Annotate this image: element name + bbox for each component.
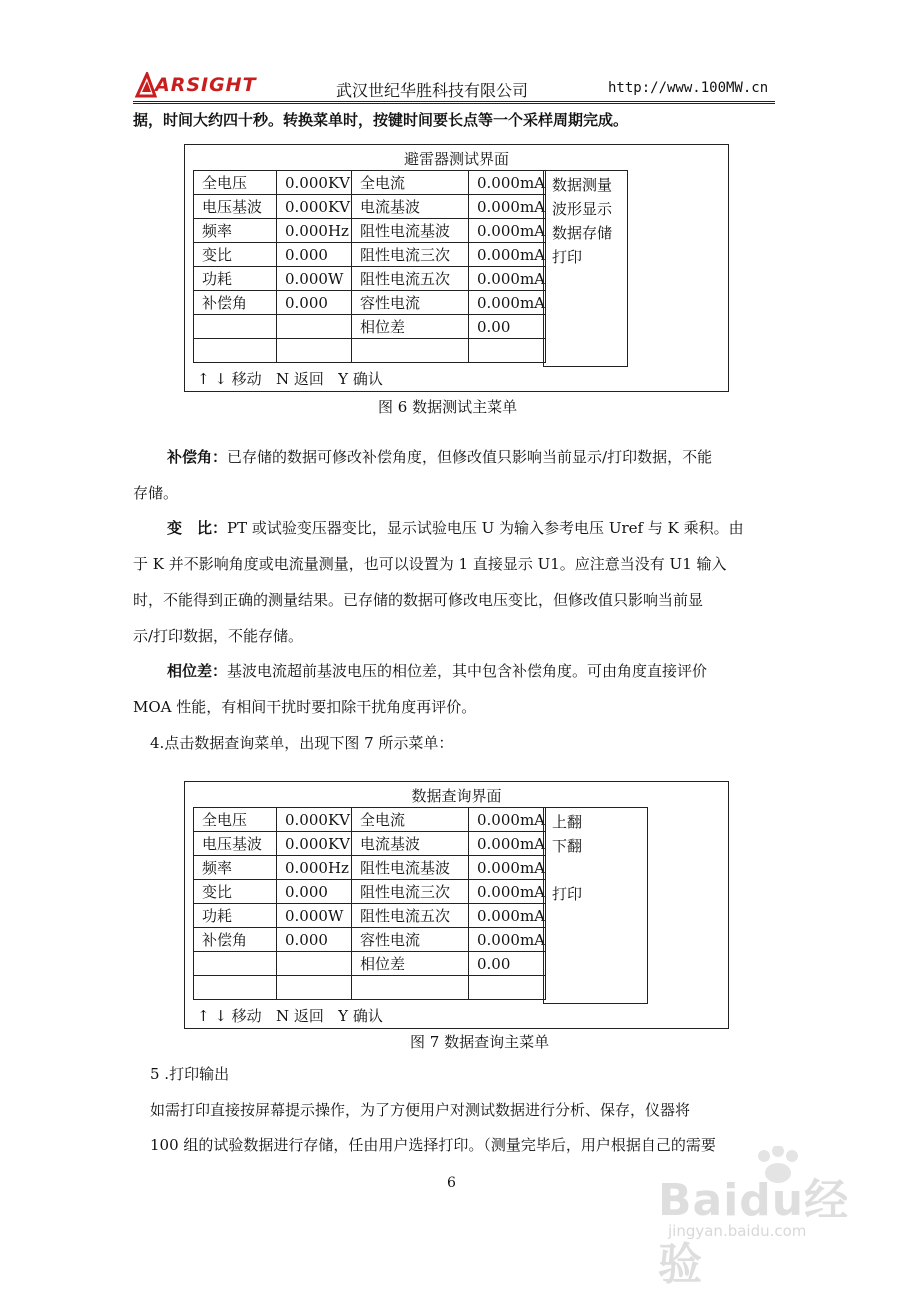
table-row <box>194 195 546 219</box>
panel-title: 避雷器测试界面 <box>403 150 509 168</box>
param-label-cell: 阻性电流三次 <box>352 880 469 904</box>
param-value-cell: 0.00 <box>469 952 546 976</box>
param-label-cell: 变比 <box>194 243 277 267</box>
query-data-table <box>193 807 546 1000</box>
param-value-cell: 0.000 <box>277 243 352 267</box>
table-row <box>194 219 546 243</box>
table-row <box>194 171 546 195</box>
company-url: http://www.100MW.cn <box>608 80 769 96</box>
company-name: 武汉世纪华胜科技有限公司 <box>336 81 529 100</box>
intro-line: 据，时间大约四十秒。转换菜单时，按键时间要长点等一个采样周期完成。 <box>133 111 629 129</box>
logo-mark-icon <box>135 72 157 98</box>
param-label-cell: 相位差 <box>352 952 469 976</box>
panel-title: 数据查询界面 <box>411 787 502 805</box>
menu-item-page-down[interactable]: 下翻 <box>552 837 583 855</box>
param-value-cell <box>277 339 352 363</box>
table-row <box>194 952 546 976</box>
paragraph-text: 于 K 并不影响角度或电流量测量，也可以设置为 1 直接显示 U1。应注意当没有 U1 输入 <box>133 555 727 573</box>
param-value-cell <box>277 315 352 339</box>
paragraph-phase-difference <box>167 661 707 681</box>
param-label-cell <box>352 339 469 363</box>
param-label-cell: 阻性电流基波 <box>352 219 469 243</box>
param-label-cell: 频率 <box>194 219 277 243</box>
param-value-cell: 0.000mA <box>469 219 546 243</box>
param-value-cell <box>469 339 546 363</box>
logo-text: ARSIGHT <box>155 74 257 96</box>
table-row <box>194 339 546 363</box>
param-value-cell: 0.00 <box>469 315 546 339</box>
term-label: 变 比： <box>167 519 228 537</box>
param-value-cell: 0.000 <box>277 291 352 315</box>
param-value-cell: 0.000mA <box>469 171 546 195</box>
panel-key-hints: ↑ ↓ 移动 N 返回 Y 确认 <box>197 370 383 388</box>
query-menu <box>543 807 648 1004</box>
table-row <box>194 315 546 339</box>
param-label-cell: 容性电流 <box>352 291 469 315</box>
table-row <box>194 267 546 291</box>
paragraph-text: 基波电流超前基波电压的相位差，其中包含补偿角度。可由角度直接评价 <box>227 662 708 680</box>
menu-item-data-store[interactable]: 数据存储 <box>552 224 613 242</box>
param-label-cell: 阻性电流基波 <box>352 856 469 880</box>
param-label-cell: 补偿角 <box>194 928 277 952</box>
header-divider <box>133 101 775 102</box>
param-label-cell: 功耗 <box>194 267 277 291</box>
param-label-cell: 电流基波 <box>352 195 469 219</box>
param-value-cell: 0.000Hz <box>277 219 352 243</box>
param-value-cell <box>469 976 546 1000</box>
panel-key-hints: ↑ ↓ 移动 N 返回 Y 确认 <box>197 1007 383 1025</box>
paragraph-text: 100 组的试验数据进行存储，任由用户选择打印。（测量完毕后，用户根据自己的需要 <box>150 1136 716 1154</box>
param-label-cell: 容性电流 <box>352 928 469 952</box>
menu-item-print[interactable]: 打印 <box>552 248 583 266</box>
paragraph-text: 已存储的数据可修改补偿角度，但修改值只影响当前显示/打印数据，不能 <box>227 448 713 466</box>
menu-item-print[interactable]: 打印 <box>552 885 583 903</box>
query-interface-panel <box>184 781 729 1029</box>
watermark-brand: Baidu经验 <box>658 1175 850 1290</box>
param-label-cell: 电流基波 <box>352 832 469 856</box>
menu-item-data-measure[interactable]: 数据测量 <box>552 176 613 194</box>
param-value-cell <box>277 976 352 1000</box>
table-row <box>194 243 546 267</box>
param-value-cell: 0.000mA <box>469 832 546 856</box>
paragraph-ratio <box>167 518 744 538</box>
param-label-cell: 电压基波 <box>194 832 277 856</box>
company-logo <box>135 72 260 98</box>
table-row <box>194 832 546 856</box>
param-label-cell: 频率 <box>194 856 277 880</box>
test-menu <box>543 170 628 367</box>
param-value-cell: 0.000Hz <box>277 856 352 880</box>
param-value-cell: 0.000mA <box>469 267 546 291</box>
param-label-cell: 全电流 <box>352 171 469 195</box>
paragraph-text: 存储。 <box>133 484 179 502</box>
figure-7-caption: 图 7 数据查询主菜单 <box>410 1033 550 1051</box>
param-value-cell: 0.000mA <box>469 928 546 952</box>
header-divider-2 <box>133 103 775 104</box>
param-label-cell: 补偿角 <box>194 291 277 315</box>
paragraph-compensation-angle <box>167 447 712 467</box>
param-label-cell: 功耗 <box>194 904 277 928</box>
table-row <box>194 291 546 315</box>
page-number: 6 <box>447 1175 456 1191</box>
param-value-cell: 0.000 <box>277 928 352 952</box>
param-value-cell: 0.000mA <box>469 291 546 315</box>
param-value-cell: 0.000mA <box>469 808 546 832</box>
param-value-cell: 0.000KV <box>277 808 352 832</box>
param-label-cell <box>352 976 469 1000</box>
param-value-cell: 0.000KV <box>277 832 352 856</box>
param-value-cell: 0.000mA <box>469 243 546 267</box>
param-label-cell: 阻性电流三次 <box>352 243 469 267</box>
param-value-cell: 0.000mA <box>469 904 546 928</box>
param-label-cell <box>194 976 277 1000</box>
paragraph-text: 示/打印数据，不能存储。 <box>133 627 304 645</box>
param-label-cell: 全电流 <box>352 808 469 832</box>
param-label-cell: 相位差 <box>352 315 469 339</box>
param-value-cell: 0.000W <box>277 267 352 291</box>
param-label-cell: 全电压 <box>194 171 277 195</box>
paragraph-text: 时，不能得到正确的测量结果。已存储的数据可修改电压变比，但修改值只影响当前显 <box>133 591 704 609</box>
param-value-cell: 0.000 <box>277 880 352 904</box>
param-label-cell <box>194 315 277 339</box>
param-label-cell <box>194 952 277 976</box>
test-interface-panel <box>184 144 729 392</box>
param-label-cell: 阻性电流五次 <box>352 904 469 928</box>
test-data-table <box>193 170 546 363</box>
menu-item-page-up[interactable]: 上翻 <box>552 813 583 831</box>
table-row <box>194 976 546 1000</box>
section-5-heading: 5 .打印输出 <box>150 1065 230 1083</box>
table-row <box>194 856 546 880</box>
param-value-cell: 0.000KV <box>277 171 352 195</box>
term-label: 相位差： <box>167 662 228 680</box>
param-value-cell: 0.000mA <box>469 880 546 904</box>
param-label-cell <box>194 339 277 363</box>
table-row <box>194 880 546 904</box>
baidu-watermark <box>640 1150 870 1290</box>
table-row <box>194 904 546 928</box>
figure-6-caption: 图 6 数据测试主菜单 <box>378 398 518 416</box>
paragraph-text: PT 或试验变压器变比，显示试验电压 U 为输入参考电压 Uref 与 K 乘积。由 <box>227 519 744 537</box>
param-label-cell: 阻性电流五次 <box>352 267 469 291</box>
param-label-cell: 变比 <box>194 880 277 904</box>
watermark-url: jingyan.baidu.com <box>668 1222 807 1240</box>
table-row <box>194 808 546 832</box>
menu-item-waveform[interactable]: 波形显示 <box>552 200 613 218</box>
table-row <box>194 928 546 952</box>
param-value-cell: 0.000mA <box>469 856 546 880</box>
param-value-cell <box>277 952 352 976</box>
param-value-cell: 0.000KV <box>277 195 352 219</box>
param-value-cell: 0.000mA <box>469 195 546 219</box>
paragraph-text: 如需打印直接按屏幕提示操作，为了方便用户对测试数据进行分析、保存，仪器将 <box>150 1101 691 1119</box>
paragraph-step-4: 4.点击数据查询菜单，出现下图 7 所示菜单： <box>150 734 454 752</box>
paragraph-text: MOA 性能，有相间干扰时要扣除干扰角度再评价。 <box>133 698 477 716</box>
term-label: 补偿角： <box>167 448 228 466</box>
param-label-cell: 全电压 <box>194 808 277 832</box>
param-value-cell: 0.000W <box>277 904 352 928</box>
param-label-cell: 电压基波 <box>194 195 277 219</box>
